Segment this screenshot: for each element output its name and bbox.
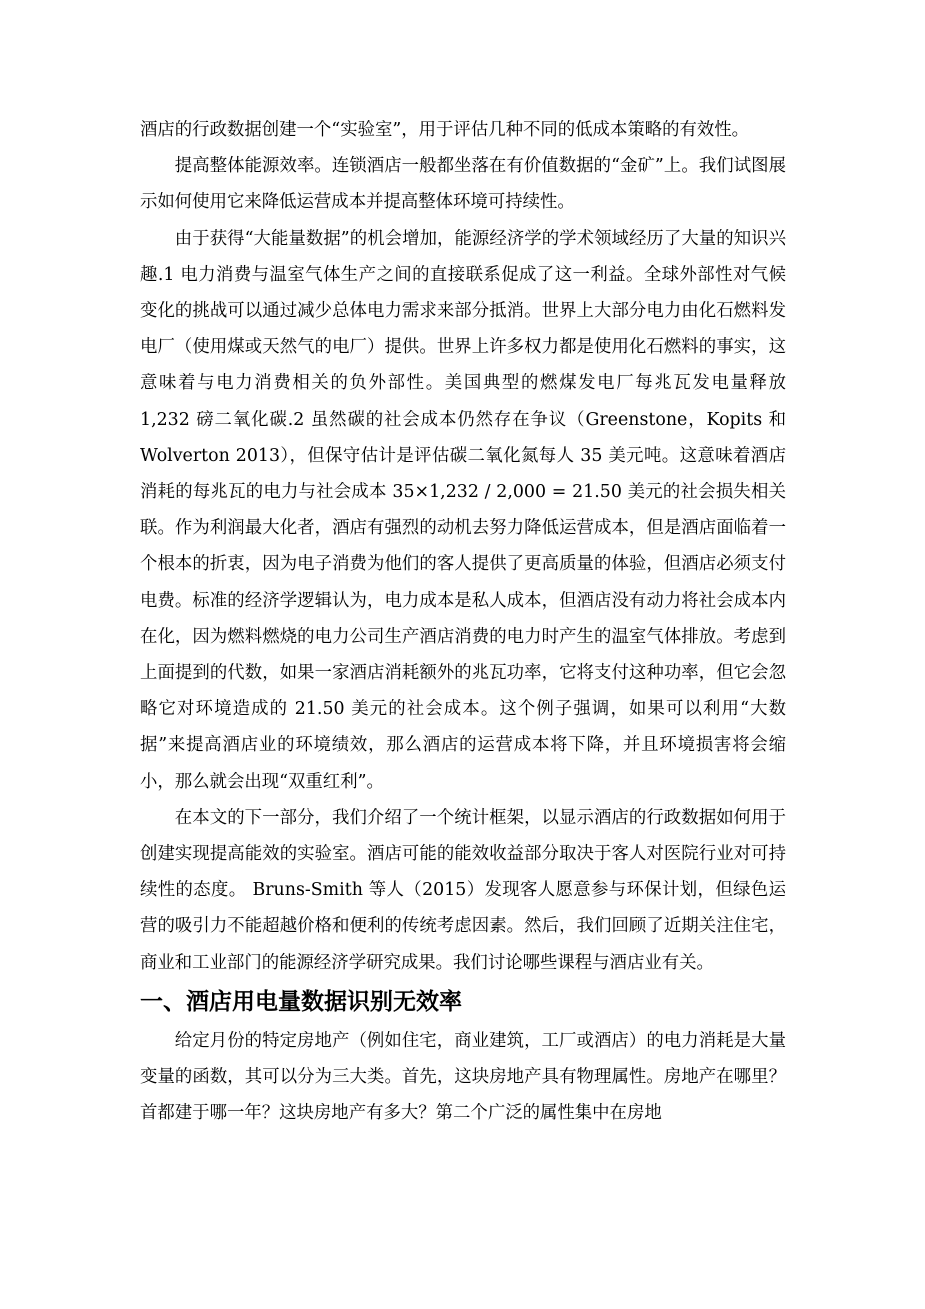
paragraph-continuation: 酒店的行政数据创建一个“实验室”，用于评估几种不同的低成本策略的有效性。 [140,120,750,140]
paragraph-electricity-consumption: 给定月份的特定房地产（例如住宅，商业建筑，工厂或酒店）的电力消耗是大量变量的函数，其可以分为三大类。首先，这块房地产具有物理属性。房地产在哪里？首都建于哪一年？这块房地产有多大？第二个广泛的属性集中在房地 [140,1030,786,1124]
paragraph-big-energy-data: 由于获得“大能量数据”的机会增加，能源经济学的学术领域经历了大量的知识兴趣.1 电力消费与温室气体生产之间的直接联系促成了这一利益。全球外部性对气候变化的挑战可以通过减少总体电力需求来部分抵消。世界上大部分电力由化石燃料发电厂（使用煤或天然气的电厂）提供。世界上许多权力都是使用化石燃料的事实，这意味着与电力消费相关的负外部性。美国典型的燃煤发电厂每兆瓦发电量释放 1,232 磅二氧化碳.2 虽然碳的社会成本仍然存在争议（Greenstone，Kopits 和 Wolverton 2013），但保守估计是评估碳二氧化氮每人 35 美元吨。这意味着酒店消耗的每兆瓦的电力与社会成本 35×1,232 / 2,000 = 21.50 美元的社会损失相关联。作为利润最大化者，酒店有强烈的动机去努力降低运营成本，但是酒店面临着一个根本的折衷，因为电子消费为他们的客人提供了更高质量的体验，但酒店必须支付电费。标准的经济学逻辑认为，电力成本是私人成本，但酒店没有动力将社会成本内在化，因为燃料燃烧的电力公司生产酒店消费的电力时产生的温室气体排放。考虑到上面提到的代数，如果一家酒店消耗额外的兆瓦功率，它将支付这种功率，但它会忽略它对环境造成的 21.50 美元的社会成本。这个例子强调，如果可以利用“大数据”来提高酒店业的环境绩效，那么酒店的运营成本将下降，并且环境损害将会缩小，那么就会出现“双重红利”。 [140,228,786,792]
paragraph-energy-efficiency: 提高整体能源效率。连锁酒店一般都坐落在有价值数据的“金矿”上。我们试图展示如何使用它来降低运营成本并提高整体环境可持续性。 [140,156,786,213]
paragraph-statistical-framework: 在本文的下一部分，我们介绍了一个统计框架，以显示酒店的行政数据如何用于创建实现提高能效的实验室。酒店可能的能效收益部分取决于客人对医院行业对可持续性的态度。 Bruns-Smith 等人（2015）发现客人愿意参与环保计划，但绿色运营的吸引力不能超越价格和便利的传统考虑因素。然后，我们回顾了近期关注住宅，商业和工业部门的能源经济学研究成果。我们讨论哪些课程与酒店业有关。 [140,807,786,973]
section-heading: 一、酒店用电量数据识别无效率 [140,988,462,1015]
document-page [140,112,786,1131]
